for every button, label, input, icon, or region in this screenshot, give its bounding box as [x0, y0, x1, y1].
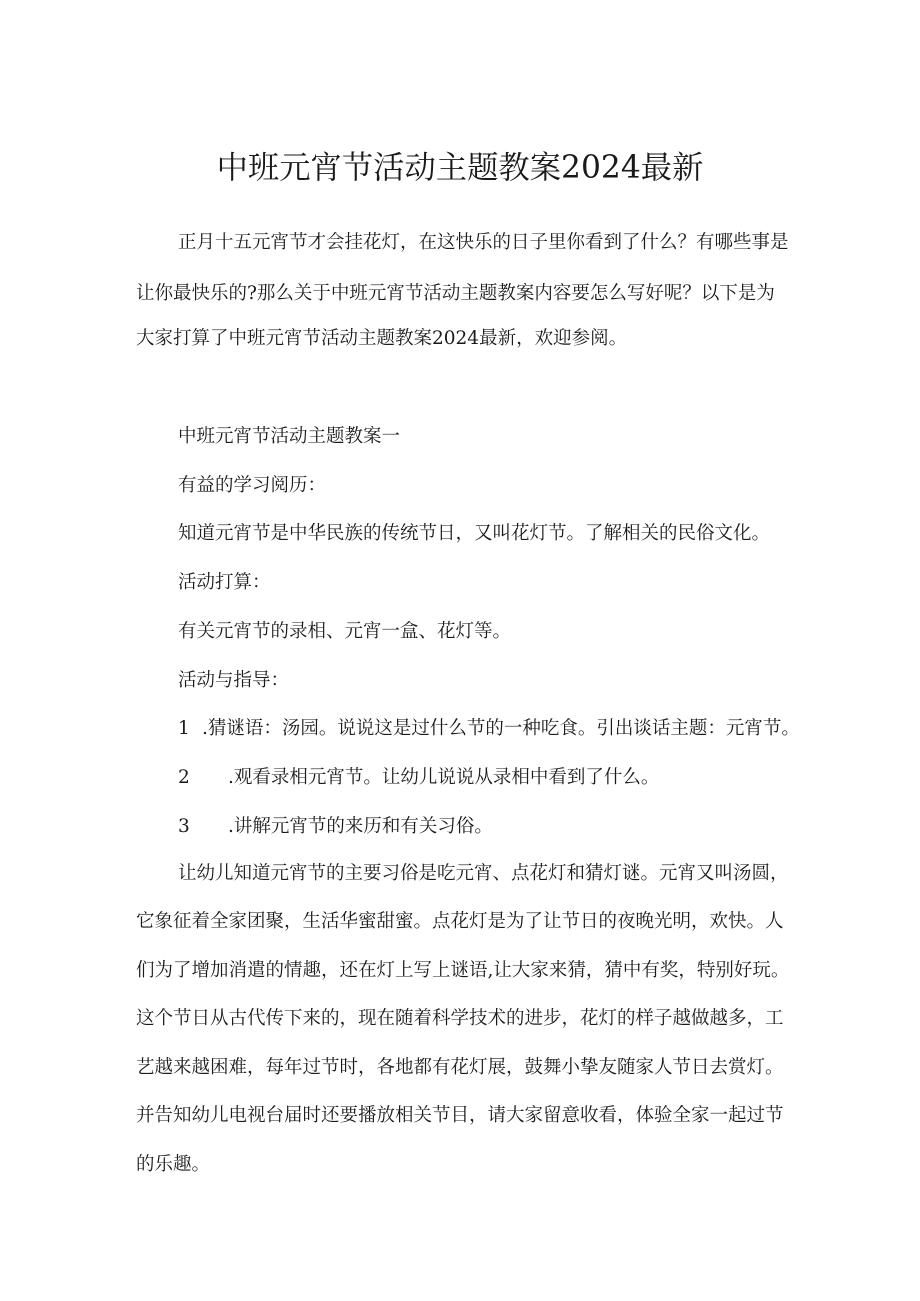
intro-line-2: 让你最快乐的?那么关于中班元宵节活动主题教案内容要怎么写好呢？以下是为	[136, 283, 775, 304]
step-text: .观看录相元宵节。让幼儿说说从录相中看到了什么。	[228, 767, 660, 788]
body-line-2: 它象征着全家团聚，生活华蜜甜蜜。点花灯是为了让节日的夜晚光明，欢快。人	[136, 911, 784, 932]
document-title: 中班元宵节活动主题教案2024最新	[216, 150, 704, 186]
step-number: 2	[178, 767, 190, 788]
body-line-6: 并告知幼儿电视台届时还要播放相关节目，请大家留意收看，体验全家一起过节	[136, 1105, 784, 1126]
step-text: .讲解元宵节的来历和有关习俗。	[228, 816, 493, 837]
learning-heading: 有益的学习阅历：	[178, 475, 327, 496]
guide-heading: 活动与指导：	[178, 670, 290, 691]
body-line-5: 艺越来越困难，每年过节时，各地都有花灯展，鼓舞小挚友随家人节日去赏灯。	[136, 1057, 784, 1078]
learning-text: 知道元宵节是中华民族的传统节日，又叫花灯节。了解相关的民俗文化。	[178, 523, 771, 544]
step-1	[178, 716, 800, 742]
step-number: 1	[178, 718, 190, 739]
body-line-1: 让幼儿知道元宵节的主要习俗是吃元宵、点花灯和猜灯谜。元宵又叫汤圆，	[178, 863, 789, 884]
step-3	[178, 814, 493, 840]
step-text: .猜谜语：汤园。说说这是过什么节的一种吃食。引出谈话主题：元宵节。	[202, 718, 800, 739]
step-2	[178, 765, 659, 791]
body-line-4: 这个节日从古代传下来的，现在随着科学技术的进步，花灯的样子越做越多，工	[136, 1008, 784, 1029]
step-number: 3	[178, 816, 190, 837]
body-line-3: 们为了增加消遣的情趣，还在灯上写上谜语,让大家来猜，猜中有奖，特别好玩。	[136, 960, 790, 981]
intro-line-1: 正月十五元宵节才会挂花灯，在这快乐的日子里你看到了什么？有哪些事是	[178, 232, 789, 253]
body-line-7: 的乐趣。	[136, 1154, 211, 1175]
prep-text: 有关元宵节的录相、元宵一盒、花灯等。	[178, 621, 512, 642]
section-heading: 中班元宵节活动主题教案一	[178, 426, 401, 447]
intro-line-3: 大家打算了中班元宵节活动主题教案2024最新，欢迎参阅。	[136, 328, 628, 349]
prep-heading: 活动打算：	[178, 572, 271, 593]
